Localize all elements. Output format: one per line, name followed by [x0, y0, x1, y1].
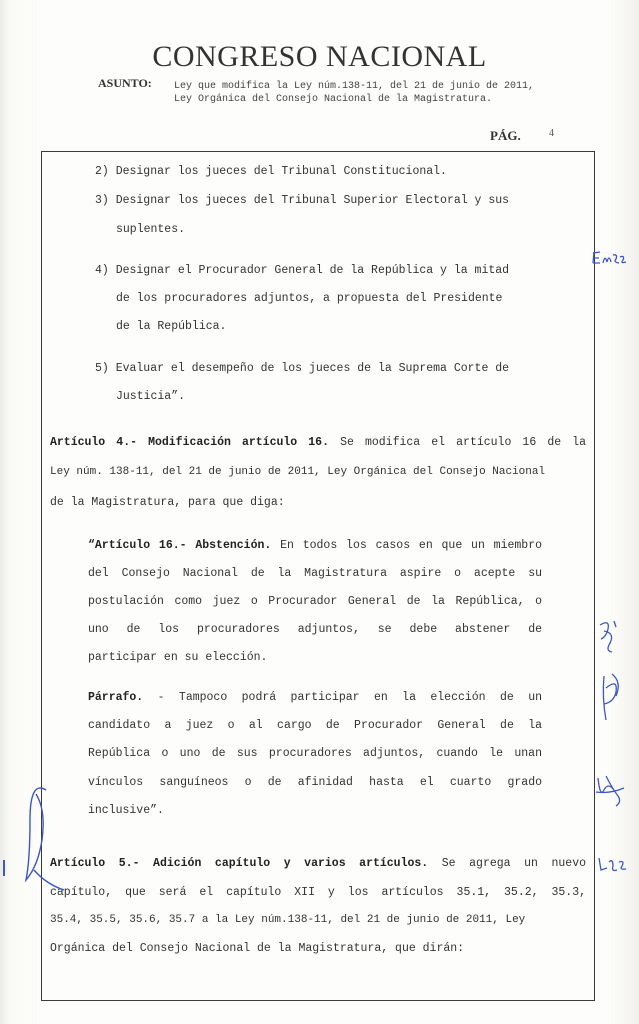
articulo-4-line-1: [50, 436, 586, 449]
articulo-5-line-4: Orgánica del Consejo Nacional de la Magistratura, que dirán:: [50, 942, 465, 955]
articulo-4-heading: Artículo 4.- Modificación artículo 16.: [50, 436, 329, 449]
handwritten-bracket-mark: [16, 780, 66, 900]
articulo-16-line-5: participar en su elección.: [88, 651, 268, 664]
parrafo-line-4: vínculos sanguíneos o de afinidad hasta el cuarto grado: [88, 776, 542, 789]
articulo-16-line-1: [88, 539, 542, 552]
asunto-line-1: Ley que modifica la Ley núm.138-11, del 21 de junio de 2011,: [174, 81, 535, 92]
handwritten-initial-4: [592, 768, 628, 810]
page-title: CONGRESO NACIONAL: [152, 40, 487, 73]
articulo-16-line-4: uno de los procuradores adjuntos, se debe abstener de: [88, 623, 542, 636]
articulo-16-line-2: del Consejo Nacional de la Magistratura aspire o acepte su: [88, 567, 542, 580]
page-label: PÁG.: [490, 128, 521, 143]
handwritten-initial-2: [594, 615, 624, 655]
handwritten-initial-1: [590, 246, 630, 268]
list-item-3-line-2: suplentes.: [116, 223, 186, 236]
articulo-16-text: En todos los casos en que un miembro: [280, 539, 542, 552]
list-item-4-line-2: de los procuradores adjuntos, a propuesta del Presidente: [116, 292, 503, 305]
list-item-4-line-3: de la República.: [116, 320, 227, 333]
page-number: 4: [549, 128, 554, 139]
handwritten-initial-5: [595, 854, 631, 876]
articulo-5-line-3: 35.4, 35.5, 35.6, 35.7 a la Ley núm.138-11, del 21 de junio de 2011, Ley: [50, 914, 526, 926]
articulo-5-line-2: capítulo, que será el capítulo XII y los artículos 35.1, 35.2, 35.3,: [50, 886, 586, 899]
articulo-16-line-3: postulación como juez o Procurador General de la República, o: [88, 595, 542, 608]
parrafo-heading: Párrafo.: [88, 691, 144, 704]
list-item-5-line-2: Justicia”.: [116, 390, 186, 403]
parrafo-text: - Tampoco podrá participar en la elección de un: [157, 691, 542, 704]
list-item-4-line-1: 4) Designar el Procurador General de la República y la mitad: [95, 264, 510, 277]
articulo-5-heading: Artículo 5.- Adición capítulo y varios artículos.: [50, 857, 429, 870]
list-item-3-line-1: 3) Designar los jueces del Tribunal Superior Electoral y sus: [95, 194, 510, 207]
parrafo-line-5: inclusive”.: [88, 804, 164, 817]
list-item-5-line-1: 5) Evaluar el desempeño de los jueces de la Suprema Corte de: [95, 362, 510, 375]
handwritten-initial-3: [596, 668, 626, 724]
articulo-5-line-1: [50, 857, 586, 870]
articulo-5-text: Se agrega un nuevo: [441, 857, 586, 870]
asunto-label: ASUNTO:: [98, 76, 152, 90]
margin-pen-mark: [3, 860, 5, 876]
list-item-2: 2) Designar los jueces del Tribunal Constitucional.: [95, 165, 447, 178]
asunto-line-2: Ley Orgánica del Consejo Nacional de la Magistratura.: [174, 94, 493, 105]
articulo-4-line-3: de la Magistratura, para que diga:: [50, 496, 285, 509]
parrafo-line-1: [88, 691, 542, 704]
articulo-4-line-2: Ley núm. 138-11, del 21 de junio de 2011, Ley Orgánica del Consejo Nacional: [50, 466, 546, 478]
parrafo-line-3: República o uno de sus procuradores adjuntos, cuando le unan: [88, 747, 542, 760]
parrafo-line-2: candidato a juez o al cargo de Procurador General de la: [88, 719, 542, 732]
articulo-16-heading: “Artículo 16.- Abstención.: [88, 539, 272, 552]
articulo-4-text: Se modifica el artículo 16 de la: [340, 436, 587, 449]
